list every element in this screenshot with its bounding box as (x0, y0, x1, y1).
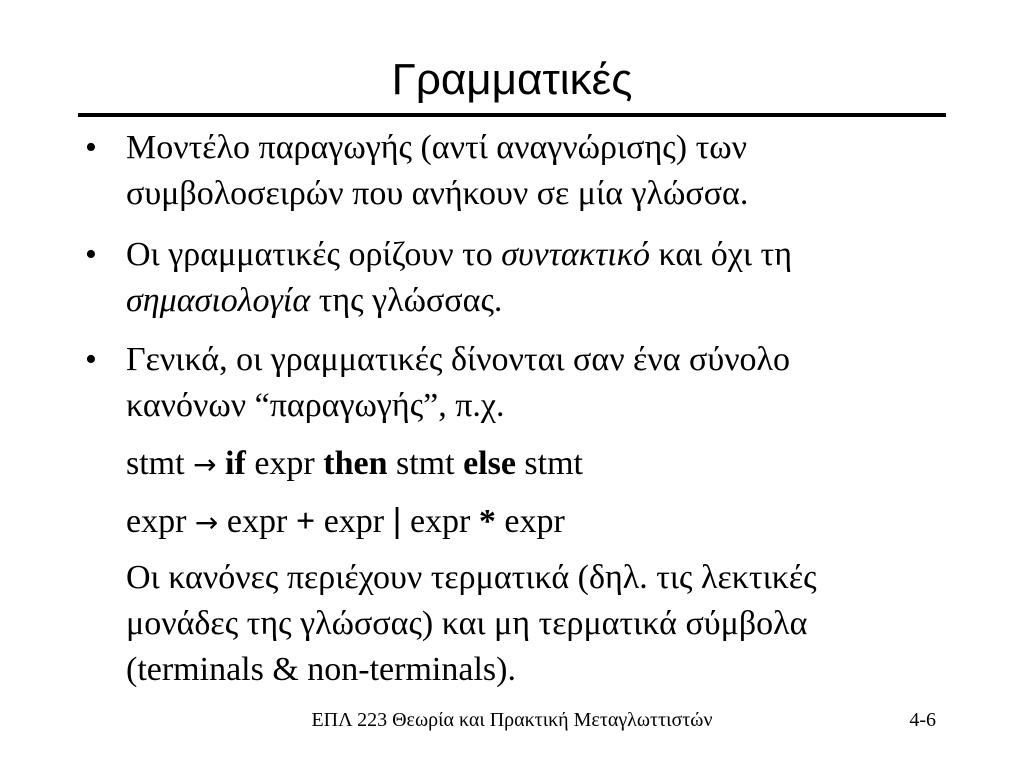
terminals-note (126, 555, 956, 693)
bullet-2 (85, 232, 956, 324)
bullet-2-text-b: και όχι τη (650, 236, 792, 273)
footer-course-title: ΕΠΛ 223 Θεωρία και Πρακτική Μεταγλωττιστών (311, 709, 713, 731)
bullet-dot: • (85, 341, 97, 378)
keyword-if: if (225, 445, 246, 482)
slide-title: Γραμματικές (391, 55, 633, 104)
rule-1-stmt: stmt (395, 445, 455, 482)
bullet-3 (85, 337, 956, 429)
note-line-3: (terminals & non-terminals). (126, 651, 516, 688)
bullet-2-emphasis-semantics: σημασιολογία (126, 282, 311, 319)
rule-2-expr-4: expr (504, 503, 565, 540)
bullet-1-line-1: Μοντέλο παραγωγής (αντί αναγνώρισης) των (126, 129, 747, 166)
bullet-dot: • (85, 236, 97, 273)
bullet-dot: • (85, 129, 97, 166)
note-line-1: Οι κανόνες περιέχουν τερματικά (δηλ. τις λεκτικές (126, 559, 817, 596)
bullet-2-emphasis-syntax: συντακτικό (501, 236, 650, 273)
rule-1-stmt-2: stmt (524, 445, 583, 482)
keyword-else: else (463, 445, 516, 482)
grammar-rule-1 (126, 441, 956, 488)
keyword-then: then (323, 445, 388, 482)
rule-2-lhs: expr (126, 503, 187, 540)
bullet-2-line-2 (126, 278, 956, 324)
bullet-1 (85, 125, 956, 217)
bullet-2-text-a: Οι γραμματικές ορίζουν το (126, 236, 502, 273)
rule-2-expr-3: expr (409, 503, 471, 540)
rule-2-arrow: → (194, 506, 219, 539)
alternative-bar: | (392, 502, 402, 540)
rule-2-expr-1: expr (226, 503, 288, 540)
bullet-1-line-2: συμβολοσειρών που ανήκουν σε μία γλώσσα. (126, 175, 749, 212)
rule-1-arrow: → (193, 448, 217, 481)
plus-operator: + (295, 503, 316, 540)
bullet-2-line-1 (126, 232, 956, 278)
rule-2-expr-2: expr (323, 503, 385, 540)
grammar-rule-2 (126, 498, 956, 546)
rule-1-expr: expr (254, 445, 315, 482)
footer-page-number: 4-6 (909, 709, 936, 731)
star-operator: * (478, 503, 496, 540)
bullet-3-line-2: κανόνων “παραγωγής”, π.χ. (126, 387, 505, 424)
bullet-3-line-1: Γενικά, οι γραμματικές δίνονται σαν ένα σύνολο (126, 341, 791, 378)
rule-1-lhs: stmt (126, 445, 185, 482)
bullet-2-text-c: της γλώσσας. (310, 282, 503, 319)
note-line-2: μονάδες της γλώσσας) και μη τερματικά σύμβολα (126, 605, 808, 642)
title-underline (78, 113, 946, 117)
